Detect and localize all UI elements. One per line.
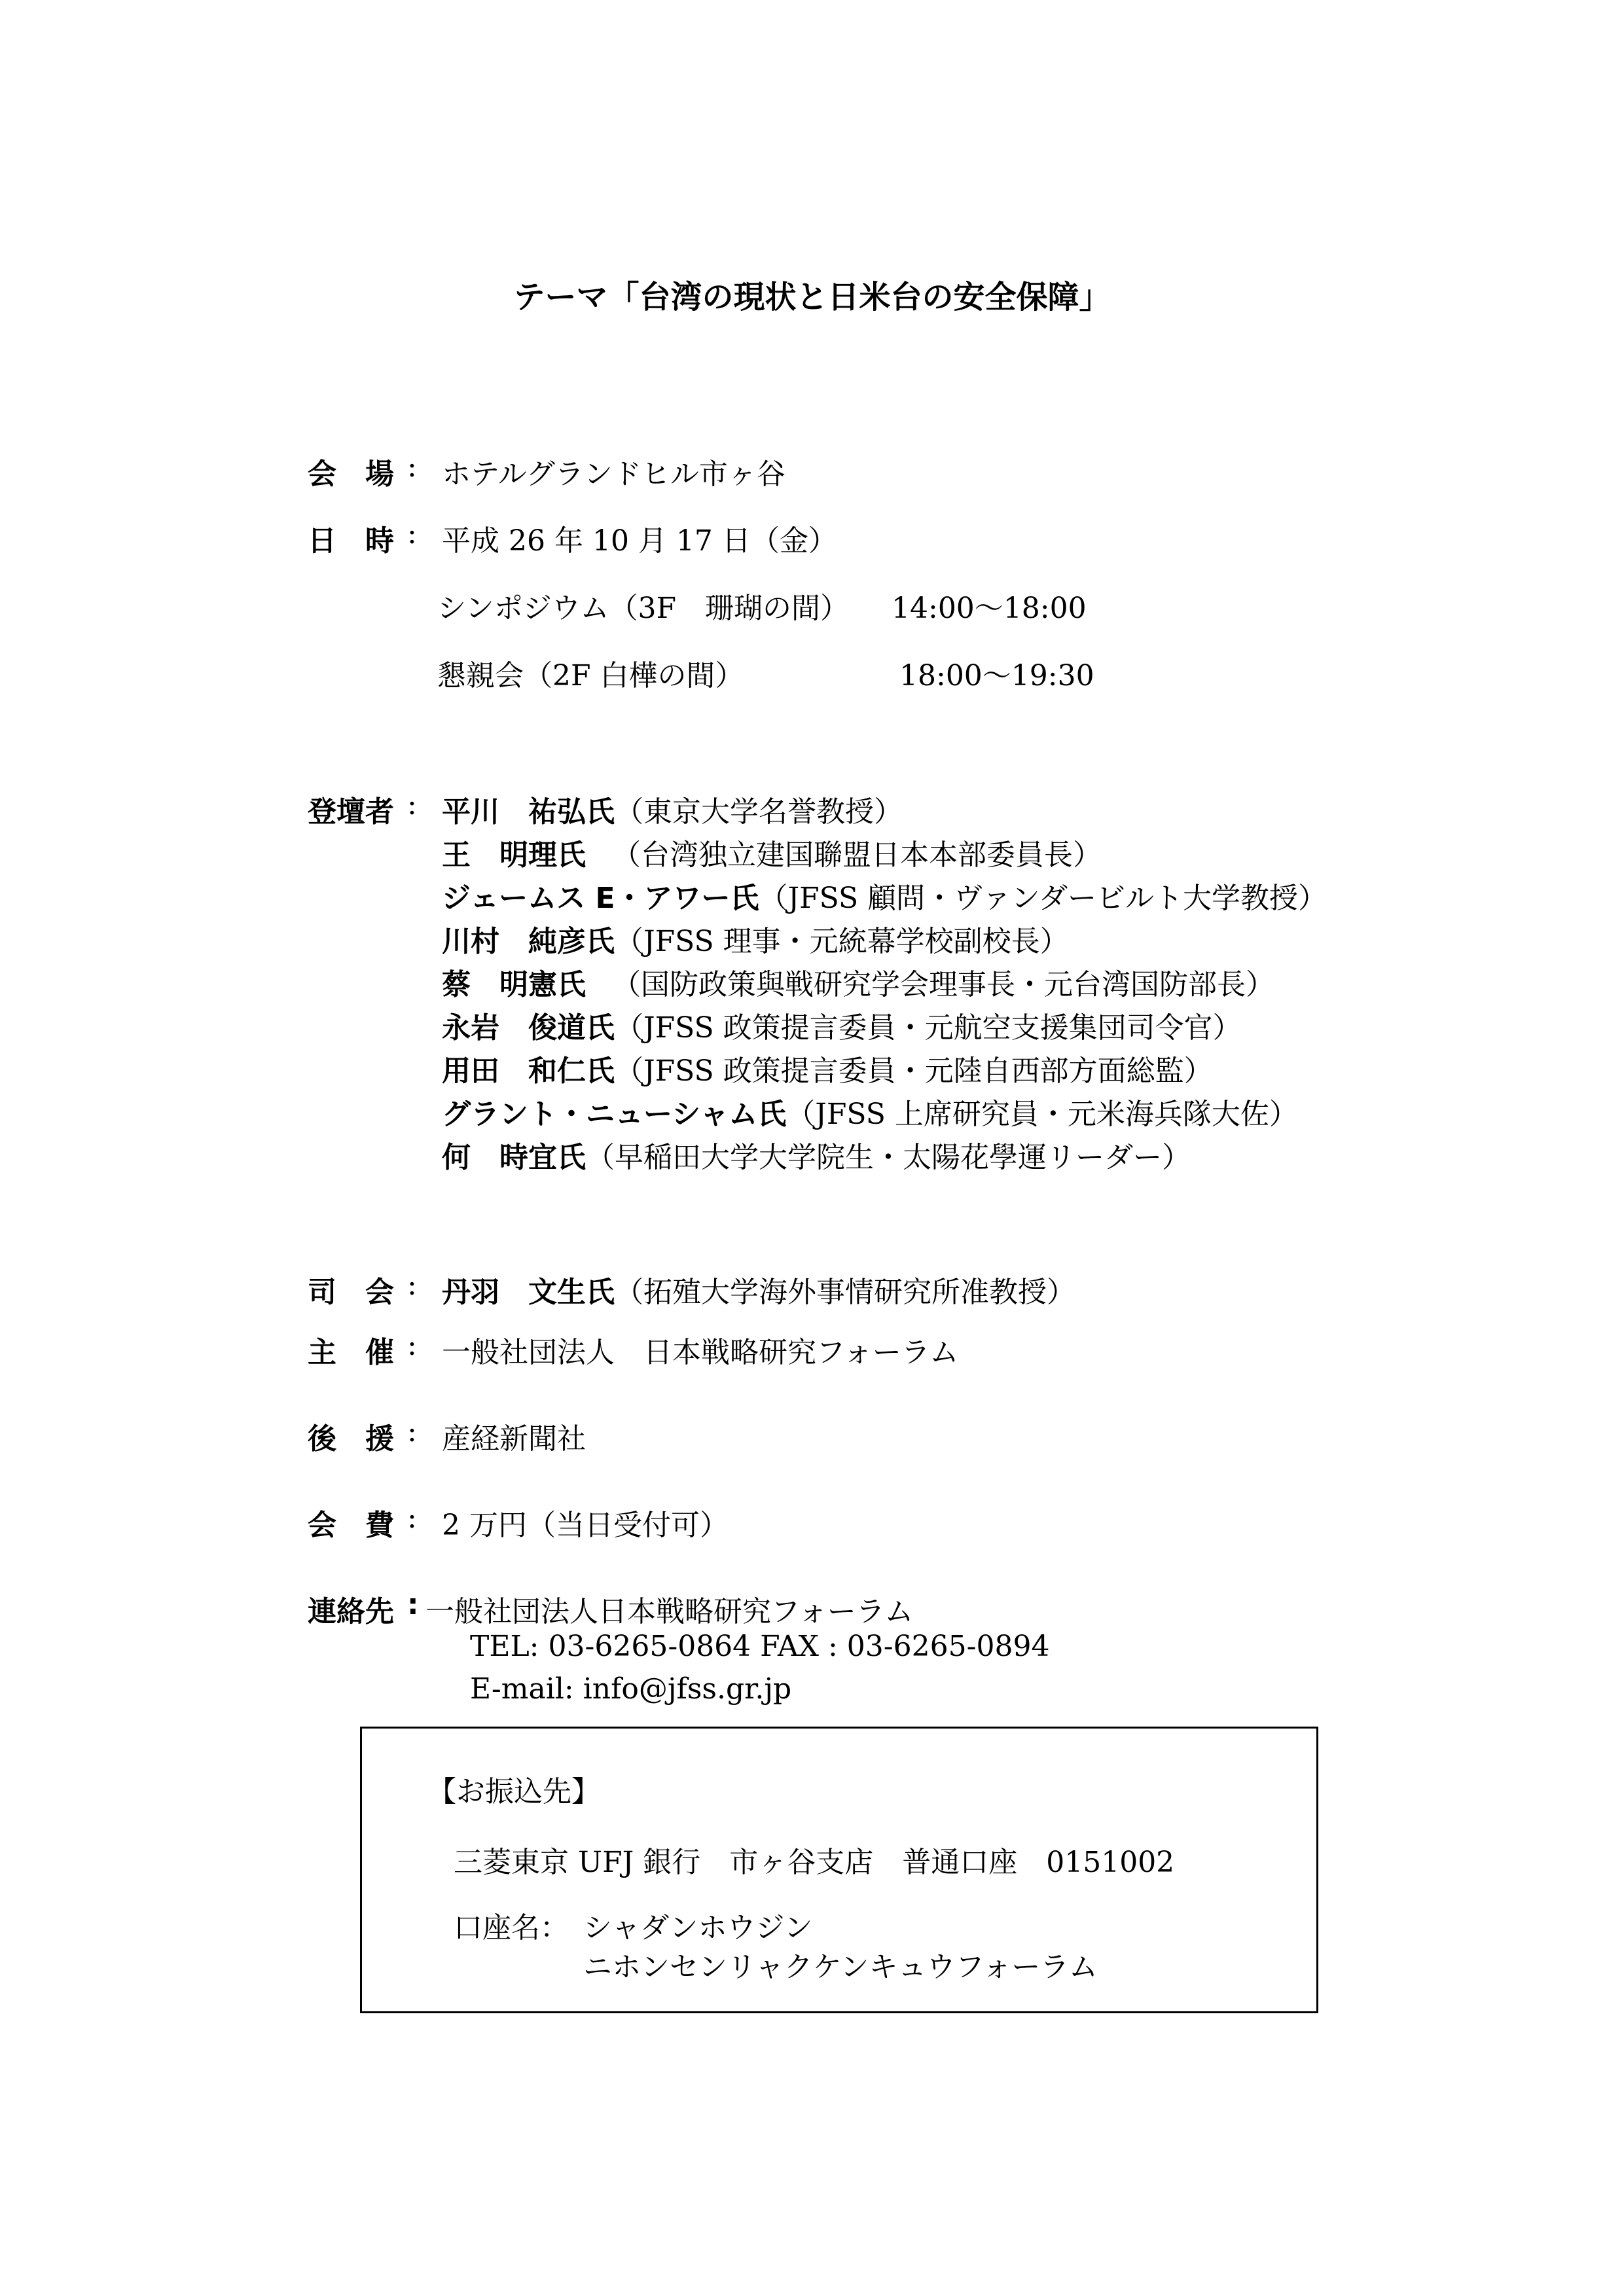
contact-colon: :: [407, 1588, 419, 1621]
venue-colon: :: [407, 450, 417, 484]
transfer-heading: 【お振込先】: [427, 1775, 600, 1808]
page-title: テーマ「台湾の現状と日米台の安全保障」: [513, 279, 1111, 315]
speaker-affiliation: （早稲田大学大学院生・太陽花學運リーダー）: [586, 1141, 1191, 1174]
transfer-account-name-1: シャダンホウジン: [583, 1911, 813, 1945]
datetime-colon: :: [407, 517, 417, 550]
speaker-item: [442, 1134, 1191, 1175]
moderator-item: [442, 1268, 1075, 1310]
moderator-name: 丹羽 文生氏: [442, 1276, 615, 1309]
fee-label: 会 費: [308, 1509, 394, 1542]
speaker-item: [442, 788, 903, 830]
moderator-label: 司 会: [308, 1276, 394, 1309]
fee-colon: :: [407, 1501, 417, 1535]
transfer-bank: 三菱東京 UFJ 銀行 市ヶ谷支店 普通口座 0151002: [454, 1846, 1175, 1879]
datetime-date: 平成 26 年 10 月 17 日（金）: [442, 524, 837, 558]
organizer-value: 一般社団法人 日本戦略研究フォーラム: [442, 1336, 959, 1369]
reception-time: 18:00～19:30: [899, 659, 1094, 692]
reception-name: 懇親会（2F 白樺の間）: [437, 659, 744, 692]
transfer-account-label: 口座名：: [454, 1911, 569, 1945]
speaker-name: 何 時宜氏: [442, 1141, 586, 1174]
venue-label: 会 場: [308, 457, 394, 491]
fee-value: 2 万円（当日受付可）: [442, 1509, 729, 1542]
speaker-affiliation: （台湾独立建国聯盟日本本部委員長）: [612, 838, 1102, 872]
speakers-colon: :: [407, 788, 417, 821]
moderator-colon: :: [407, 1268, 417, 1302]
speaker-item: [442, 874, 1327, 916]
speaker-affiliation: （JFSS 政策提言委員・元陸自西部方面総監）: [615, 1054, 1213, 1088]
speaker-item: [442, 961, 1274, 1003]
speaker-name: 平川 祐弘氏: [442, 795, 615, 829]
speaker-affiliation: （国防政策與戦研究学会理事長・元台湾国防部長）: [612, 968, 1274, 1001]
supporter-colon: :: [407, 1415, 417, 1448]
symposium-name: シンポジウム（3F 珊瑚の間）: [437, 592, 849, 625]
speaker-affiliation: （JFSS 上席研究員・元米海兵隊大佐）: [786, 1098, 1298, 1131]
symposium-time: 14:00～18:00: [892, 592, 1087, 625]
moderator-affiliation: （拓殖大学海外事情研究所准教授）: [615, 1276, 1075, 1309]
organizer-colon: :: [407, 1329, 417, 1362]
speaker-name: 永岩 俊道氏: [442, 1011, 615, 1045]
speaker-name: 王 明理氏: [442, 838, 586, 872]
speaker-item: [442, 1047, 1213, 1089]
venue-value: ホテルグランドヒル市ヶ谷: [442, 457, 785, 491]
speaker-item: [442, 831, 1102, 873]
speaker-item: [442, 1090, 1298, 1132]
speaker-name: 蔡 明憲氏: [442, 968, 586, 1001]
speaker-affiliation: （JFSS 顧問・ヴァンダービルト大学教授）: [759, 882, 1327, 915]
contact-org: 一般社団法人日本戦略研究フォーラム: [425, 1595, 914, 1628]
contact-email: E-mail: info@jfss.gr.jp: [470, 1672, 792, 1706]
speaker-item: [442, 1004, 1242, 1046]
speaker-item: [442, 918, 1069, 960]
speaker-name: グラント・ニューシャム氏: [442, 1098, 787, 1131]
contact-tel-fax: TEL: 03-6265-0864 FAX : 03-6265-0894: [470, 1630, 1050, 1663]
transfer-account-name-2: ニホンセンリャクケンキュウフォーラム: [583, 1950, 1098, 1984]
speaker-name: 川村 純彦氏: [442, 925, 615, 958]
contact-label: 連絡先: [308, 1595, 394, 1628]
speaker-name: ジェームス E・アワー氏: [442, 882, 759, 915]
supporter-value: 産経新聞社: [442, 1422, 586, 1456]
speaker-affiliation: （JFSS 政策提言委員・元航空支援集団司令官）: [615, 1011, 1242, 1045]
speaker-affiliation: （東京大学名誉教授）: [615, 795, 903, 829]
speaker-affiliation: （JFSS 理事・元統幕学校副校長）: [615, 925, 1069, 958]
organizer-label: 主 催: [308, 1336, 394, 1369]
supporter-label: 後 援: [308, 1422, 394, 1456]
speakers-label: 登壇者: [308, 795, 394, 829]
datetime-label: 日 時: [308, 524, 394, 558]
speaker-name: 用田 和仁氏: [442, 1054, 615, 1088]
transfer-info-box: [360, 1727, 1318, 2013]
